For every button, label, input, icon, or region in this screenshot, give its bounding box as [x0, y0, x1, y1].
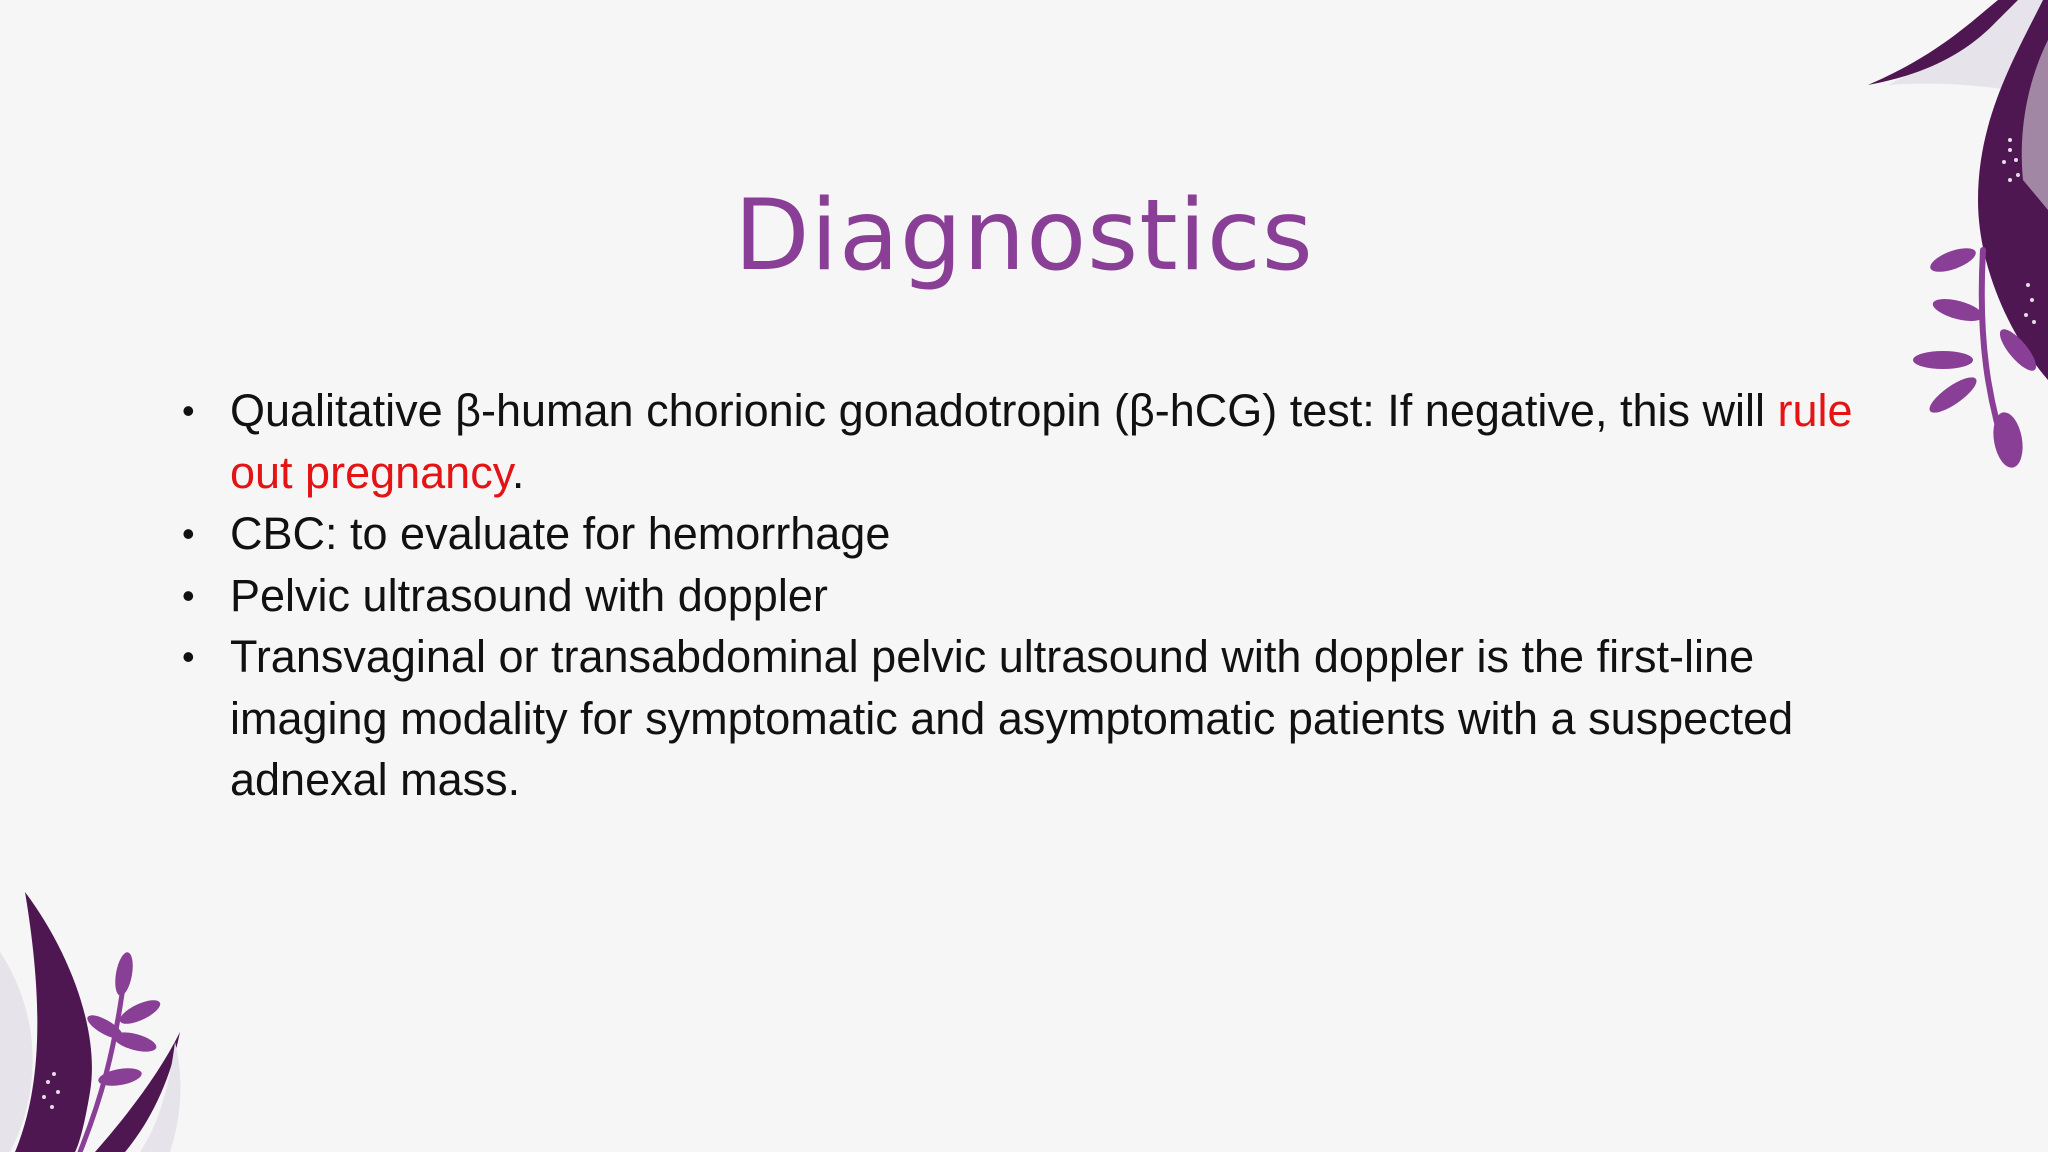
- bullet-item: [182, 565, 1862, 627]
- highlighted-text: rule out pregnancy: [230, 385, 1853, 498]
- bullet-text: Qualitative β-human chorionic gonadotropin (β-hCG) test: If negative, this will: [230, 385, 1778, 436]
- bullet-tail: .: [511, 446, 525, 498]
- bullet-marker: •: [182, 390, 195, 431]
- bullet-text: Pelvic ultrasound with doppler: [230, 569, 828, 621]
- bullet-item: [182, 503, 1862, 565]
- bullet-text: CBC: to evaluate for hemorrhage: [230, 508, 891, 559]
- bullet-marker: •: [182, 513, 195, 554]
- slide-title: Diagnostics: [734, 178, 1314, 293]
- bullet-item: [182, 626, 1862, 811]
- bullet-marker: •: [182, 636, 195, 677]
- leaf-decoration-bottom-left-icon: [0, 892, 200, 1152]
- bullet-item: [182, 380, 1862, 503]
- bullet-list: [182, 380, 1862, 811]
- bullet-marker: •: [182, 574, 195, 616]
- sprig-leaves: [84, 951, 163, 1089]
- bullet-text: Transvaginal or transabdominal pelvic ultrasound with doppler is the first-line imaging modality for symptomatic and asymptomatic patients with a suspected adnexal mass.: [230, 631, 1794, 805]
